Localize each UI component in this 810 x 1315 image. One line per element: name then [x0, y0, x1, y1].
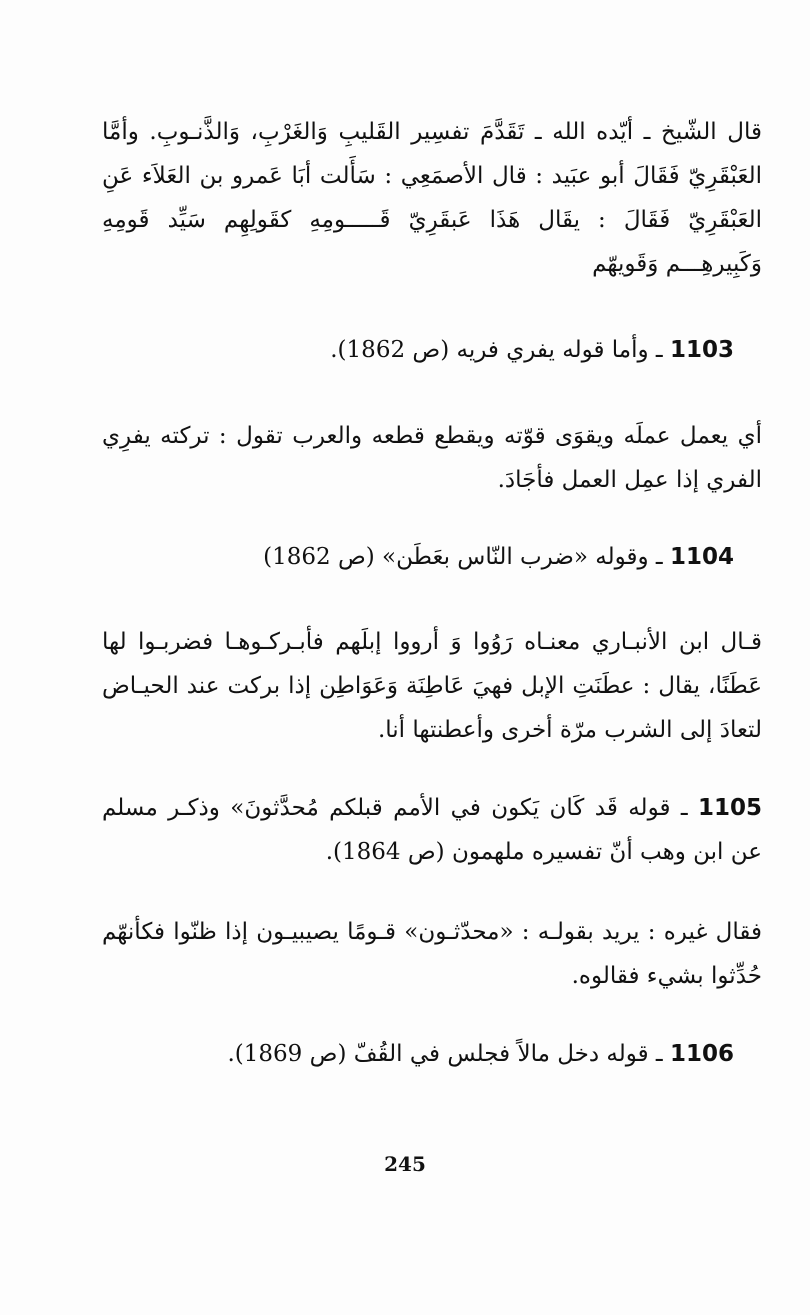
entry-text: ـ قوله دخل مالاً فجلس في القُفّ (ص 1869).	[227, 1041, 663, 1067]
paragraph-abqari: قال الشّيخ ـ أيّده الله ـ تَقَدَّمَ تفسِير القَليبِ وَالغَرْبِ، وَالذَّنـوبِ. وأمَّا العَبْقَرِيّ فَقَالَ أبو عبَيد : قال الأصمَعِي : سَأَلت أبَا عَمرو بن العَلاَء عَنِ العَبْقَرِيّ فَقَالَ : يقَال هَذَا عَبقَرِيّ قَـــــومِهِ كقَولِهِم سَيِّد قَومِهِ وَكَبِيرهِـــم وَقَويهّم	[102, 119, 762, 277]
entry-text: ـ وأما قوله يفري فريه (ص 1862).	[330, 337, 663, 363]
entry-text: ـ قوله قَد كَان يَكون في الأمم قبلكم مُحدَّثونَ» وذكـر مسلم عن ابن وهب أنّ تفسيره ملهمون (ص 1864).	[102, 795, 762, 865]
entry-1103	[330, 330, 734, 370]
entry-number: 1106	[669, 1041, 734, 1067]
entry-text: ـ وقوله «ضرب النّاس بعَطَن» (ص 1862)	[263, 544, 663, 570]
page-number: 245	[384, 1152, 426, 1176]
entry-1106	[227, 1034, 734, 1074]
entry-number: 1105	[698, 795, 763, 821]
paragraph-muhaddathun: فقال غيره : يريد بقولـه : «محدّثـون» قـومًا يصيبيـون إذا ظنّوا فكأنهّم حُدِّثوا بشيء فقالوه.	[102, 919, 762, 989]
entry-1105	[102, 786, 762, 874]
entry-number: 1103	[669, 337, 734, 363]
paragraph-yafri: أي يعمل عملَه ويقوَى قوّته ويقطع قطعه والعرب تقول : تركته يفرِي الفري إذا عمِل العمل فأجَادَ.	[102, 423, 762, 493]
entry-number: 1104	[669, 544, 734, 570]
paragraph-atan: قـال ابن الأنبـاري معنـاه رَوُوا وَ أرووا إبلَهم فأبـركـوهـا فضربـوا لها عَطَنًا، يقال : عطَنَتِ الإبل فهيَ عَاطِنَة وَعَوَاطِن إذا بركت عند الحيـاض لتعادَ إلى الشرب مرّة أخرى وأعطنتها أنا.	[102, 629, 762, 743]
entry-1104	[263, 537, 734, 577]
